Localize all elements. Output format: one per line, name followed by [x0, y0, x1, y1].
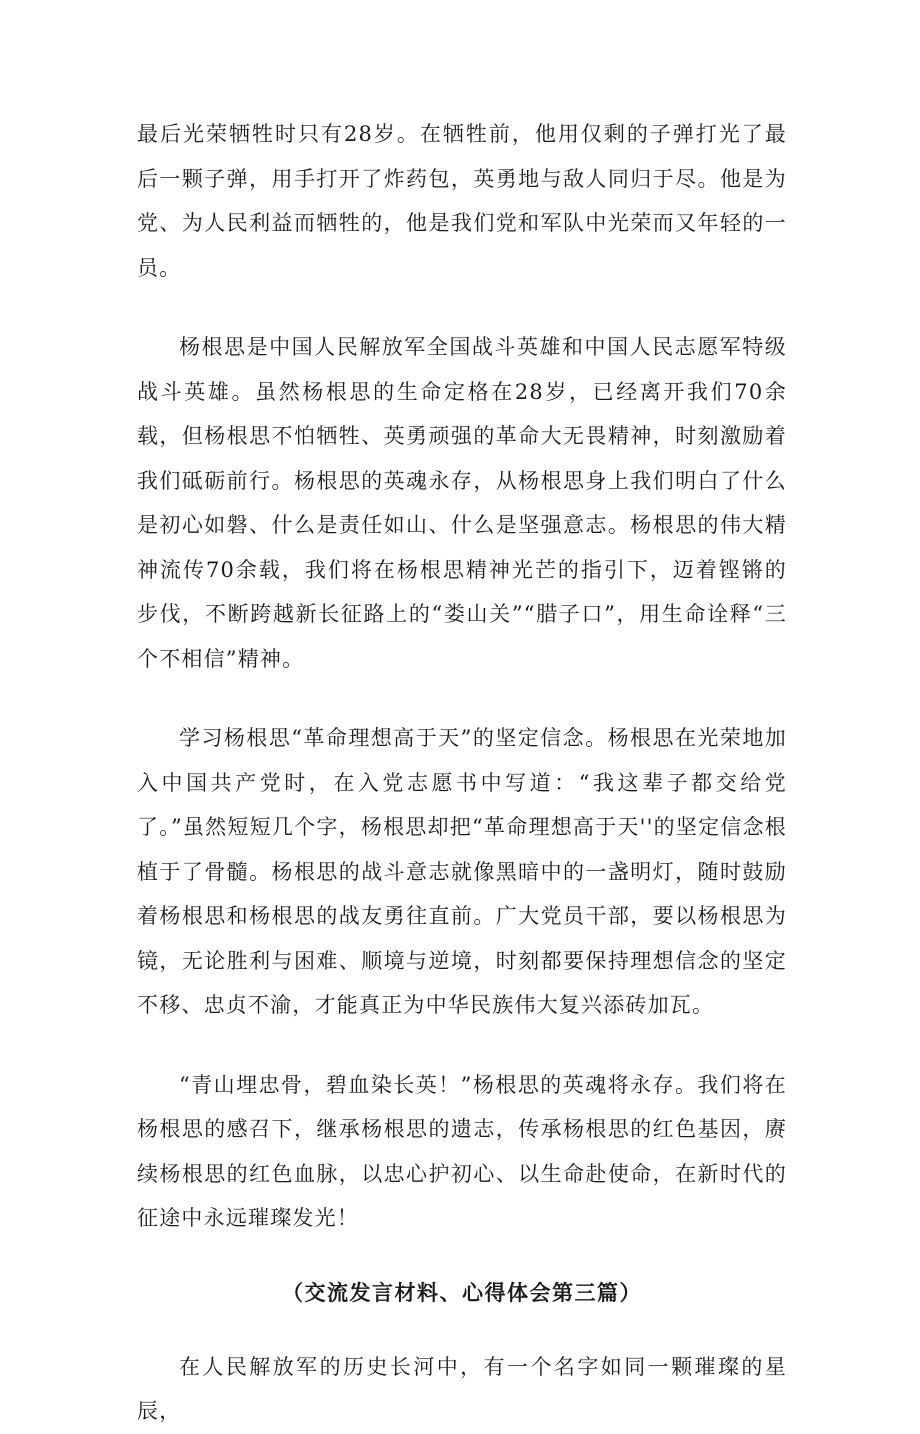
- paragraph-gap: [137, 681, 787, 716]
- document-page: [137, 112, 787, 1434]
- section-heading: （交流发言材料、心得体会第三篇）: [282, 1279, 642, 1305]
- paragraph-2: 杨根思是中国人民解放军全国战斗英雄和中国人民志愿军特级战斗英雄。虽然杨根思的生命定格在28岁，已经离开我们70余载，但杨根思不怕牺牲、英勇顽强的革命大无畏精神，时刻激励着我们砥砺前行。杨根思的英魂永存，从杨根思身上我们明白了什么是初心如磐、什么是责任如山、什么是坚强意志。杨根思的伟大精神流传70余载，我们将在杨根思精神光芒的指引下，迈着铿锵的步伐，不断跨越新长征路上的“娄山关”“腊子口”，用生命诠释“三个不相信”精神。: [137, 335, 787, 671]
- paragraph-5: 在人民解放军的历史长河中，有一个名字如同一颗璀璨的星辰，: [137, 1354, 787, 1423]
- paragraph-gap: [137, 1028, 787, 1063]
- paragraph-gap: [137, 1241, 787, 1271]
- paragraph-gap: [137, 1315, 787, 1345]
- paragraph-gap: [137, 290, 787, 325]
- paragraph-4: “青山埋忠骨，碧血染长英！”杨根思的英魂将永存。我们将在杨根思的感召下，继承杨根思的遗志，传承杨根思的红色基因，赓续杨根思的红色血脉，以忠心护初心、以生命赴使命，在新时代的征途中永远璀璨发光！: [137, 1072, 787, 1230]
- paragraph-1: 最后光荣牺牲时只有28岁。在牺牲前，他用仅剩的子弹打光了最后一颗子弹，用手打开了炸药包，英勇地与敌人同归于尽。他是为党、为人民利益而牺牲的，他是我们党和军队中光荣而又年轻的一员。: [137, 122, 787, 280]
- paragraph-3: 学习杨根思“革命理想高于天”的坚定信念。杨根思在光荣地加入中国共产党时，在入党志愿书中写道：“我这辈子都交给党了。”虽然短短几个字，杨根思却把“革命理想高于天''的坚定信念根植于了骨髓。杨根思的战斗意志就像黑暗中的一盏明灯，随时鼓励着杨根思和杨根思的战友勇往直前。广大党员干部，要以杨根思为镜，无论胜利与困难、顺境与逆境，时刻都要保持理想信念的坚定不移、忠贞不渝，才能真正为中华民族伟大复兴添砖加瓦。: [137, 726, 787, 1017]
